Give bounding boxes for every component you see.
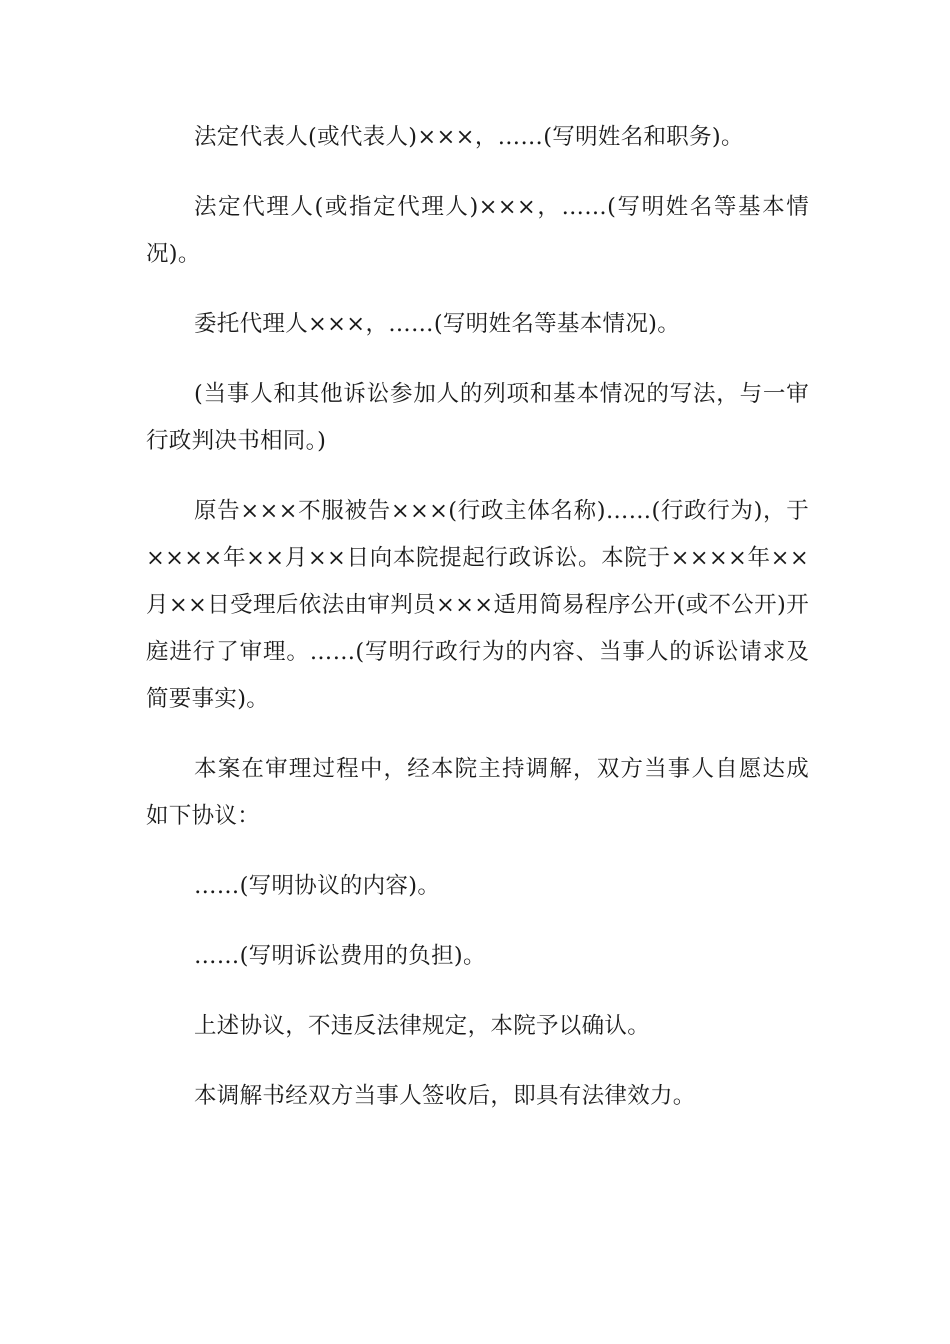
paragraph-statutory-agent: 法定代理人(或指定代理人)×××，……(写明姓名等基本情况)。 [146,194,809,267]
paragraph-litigation-costs: ……(写明诉讼费用的负担)。 [194,943,486,969]
paragraph-agreement-content: ……(写明协议的内容)。 [194,873,441,899]
paragraph-entrusted-agent: 委托代理人×××，……(写明姓名等基本情况)。 [194,311,681,337]
paragraph-note: (当事人和其他诉讼参加人的列项和基本情况的写法，与一审行政判决书相同。) [146,381,809,454]
paragraph-mediation: 本案在审理过程中，经本院主持调解，双方当事人自愿达成如下协议： [146,756,809,829]
paragraph-legal-representative: 法定代表人(或代表人)×××，……(写明姓名和职务)。 [194,124,744,150]
paragraph-legal-effect: 本调解书经双方当事人签收后，即具有法律效力。 [194,1083,696,1109]
paragraph-confirmation: 上述协议，不违反法律规定，本院予以确认。 [194,1013,651,1039]
document-page [146,114,809,1143]
paragraph-case-background: 原告×××不服被告×××(行政主体名称)……(行政行为)，于××××年××月××日向本院提起行政诉讼。本院于××××年××月××日受理后依法由审判员×××适用简易程序公开(或不公开)开庭进行了审理。……(写明行政行为的内容、当事人的诉讼请求及简要事实)。 [146,498,809,712]
